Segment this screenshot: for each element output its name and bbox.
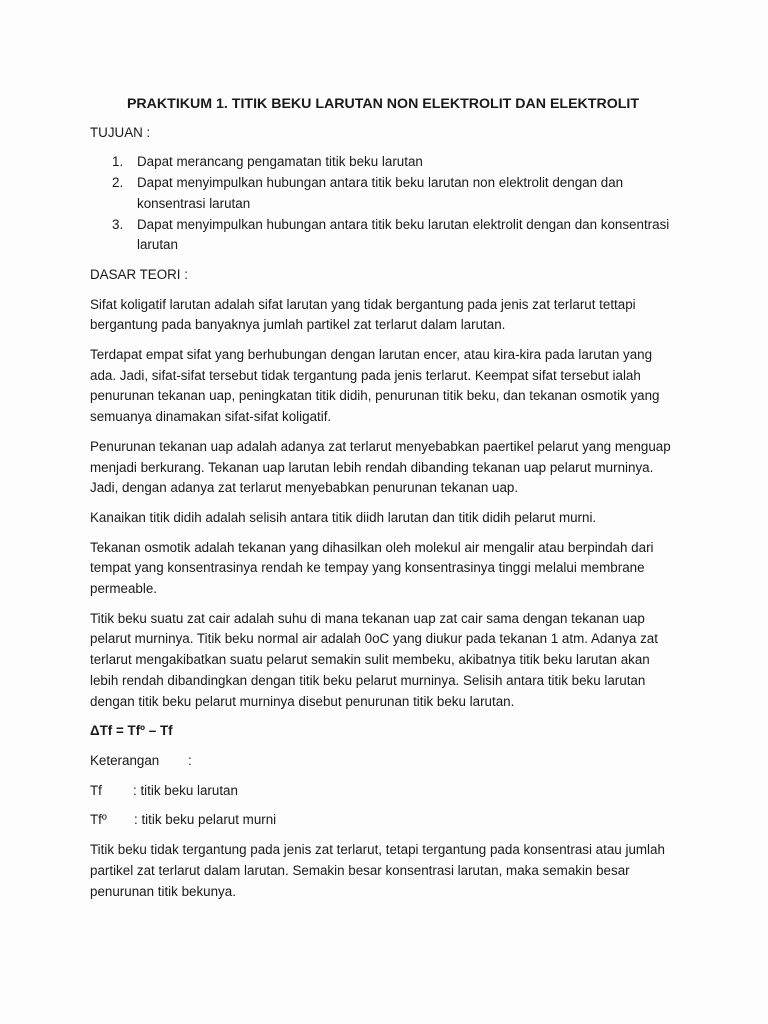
- freezing-point-formula: ΔTf = Tfº – Tf: [90, 723, 173, 739]
- goal-text: Dapat menyimpulkan hubungan antara titik beku larutan elektrolit dengan dan konsentrasi larutan: [137, 216, 670, 253]
- paragraph: Kanaikan titik didih adalah selisih antara titik diidh larutan dan titik didih pelarut murni.: [90, 509, 597, 525]
- goals-list: [90, 152, 680, 256]
- paragraph: Tekanan osmotik adalah tekanan yang dihasilkan oleh molekul air mengalir atau berpindah dari tempat yang konsentrasinya rendah ke tempay yang konsentrasinya tinggi melalui membrane permeable.: [90, 539, 654, 597]
- goal-text: Dapat merancang pengamatan titik beku larutan: [137, 154, 423, 170]
- goal-text: Dapat menyimpulkan hubungan antara titik beku larutan non elektrolit dengan dan konsentrasi larutan: [137, 175, 624, 211]
- goal-item: [90, 173, 680, 214]
- tujuan-heading: TUJUAN :: [90, 124, 151, 140]
- keterangan-colon: :: [188, 752, 192, 768]
- closing-paragraph: Titik beku tidak tergantung pada jenis zat terlarut, tetapi tergantung pada konsentrasi atau jumlah partikel zat terlarut dalam larutan. Semakin besar konsentrasi larutan, maka semakin besar penurunan titik bekunya.: [90, 842, 665, 899]
- paragraph: Sifat koligatif larutan adalah sifat larutan yang tidak bergantung pada jenis zat terlarut tettapi bergantung pada banyaknya jumlah partikel zat terlarut dalam larutan.: [90, 296, 636, 333]
- goal-item: [90, 215, 680, 256]
- document-title: PRAKTIKUM 1. TITIK BEKU LARUTAN NON ELEKTROLIT DAN ELEKTROLIT: [126, 96, 640, 112]
- keterangan-row: [90, 751, 680, 772]
- legend-description: : titik beku pelarut murni: [134, 812, 277, 828]
- legend-term: Tf: [90, 782, 102, 798]
- paragraph: Titik beku suatu zat cair adalah suhu di mana tekanan uap zat cair sama dengan tekanan uap pelarut murninya. Titik beku normal air adalah 0oC yang diukur pada tekanan 1 atm. Adanya zat terlarut mengakibatkan suatu pelarut semakin sulit membeku, akibatnya titik beku larutan akan lebih rendah dibandingkan dengan titik beku pelarut murninya. Selisih antara titik beku larutan dengan titik beku pelarut murninya disebut penurunan titik beku larutan.: [90, 610, 658, 709]
- keterangan-label: Keterangan: [90, 752, 160, 768]
- goal-number: 2.: [112, 175, 124, 191]
- legend-row-tf0: [90, 810, 680, 831]
- dasar-teori-heading: DASAR TEORI :: [90, 266, 188, 282]
- legend-row-tf: [90, 781, 680, 802]
- goal-item: [90, 152, 680, 173]
- paragraph: Terdapat empat sifat yang berhubungan dengan larutan encer, atau kira-kira pada larutan yang ada. Jadi, sifat-sifat tersebut tidak tergantung pada jenis terlarut. Keempat sifat tersebut ialah penurunan tekanan uap, peningkatan titik didih, penurunan titik beku, dan tekanan osmotik yang semuanya dinamakan sifat-sifat koligatif.: [90, 347, 660, 425]
- goal-number: 3.: [112, 216, 124, 232]
- document-content: [90, 94, 680, 911]
- legend-term: Tfº: [90, 812, 107, 828]
- legend-description: : titik beku larutan: [133, 782, 238, 798]
- goal-number: 1.: [112, 154, 124, 170]
- paragraph: Penurunan tekanan uap adalah adanya zat terlarut menyebabkan paertikel pelarut yang menguap menjadi berkurang. Tekanan uap larutan lebih rendah dibanding tekanan uap pelarut murninya. Jadi, dengan adanya zat terlarut menyebabkan penurunan tekanan uap.: [90, 438, 671, 496]
